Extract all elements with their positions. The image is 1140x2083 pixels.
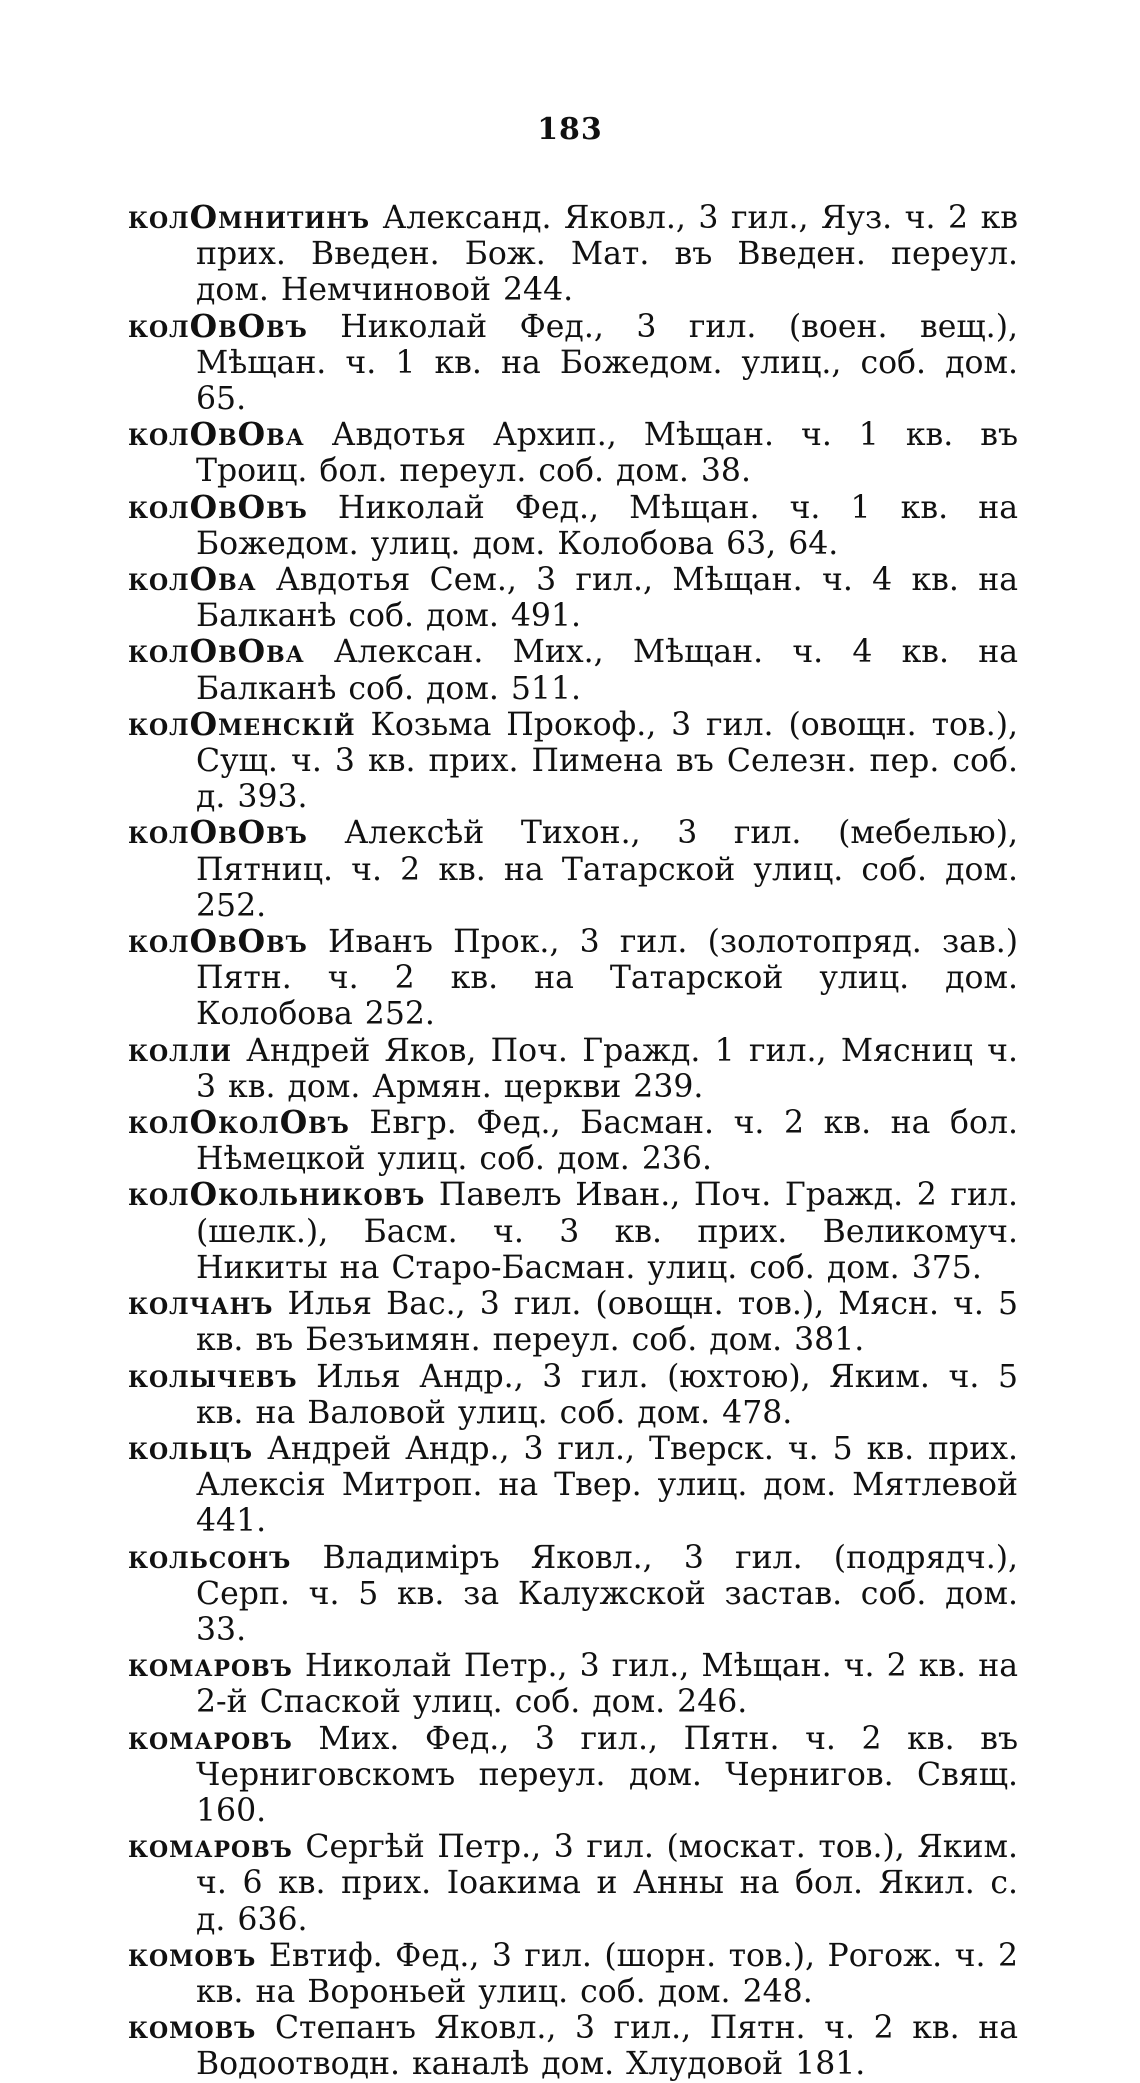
directory-entry: [128, 815, 1018, 924]
directory-entry: [128, 562, 1018, 634]
directory-entry: [128, 1938, 1018, 2010]
entry-details: Иванъ Прок., 3 гил. (золотопряд. зав.) Пятн. ч. 2 кв. на Татарской улиц. дом. Колобова 252.: [196, 924, 1018, 1033]
entry-surname: колычевъ: [128, 1357, 298, 1395]
entry-details: Степанъ Яковл., 3 гил., Пятн. ч. 2 кв. на Водоотводн. каналѣ дом. Хлудовой 181.: [196, 2010, 1019, 2083]
directory-entry: [128, 707, 1018, 816]
directory-entry: [128, 924, 1018, 1033]
entry-details: Владиміръ Яковл., 3 гил. (подрядч.), Серп. ч. 5 кв. за Калужской застав. соб. дом. 33.: [196, 1539, 1019, 1648]
entry-surname: колОва: [128, 561, 257, 599]
entry-surname: колОвОва: [128, 416, 305, 454]
directory-entry: [128, 1648, 1018, 1720]
entry-details: Илья Андр., 3 гил. (юхтою), Яким. ч. 5 кв. на Валовой улиц. соб. дом. 478.: [196, 1358, 1018, 1431]
entry-surname: кольцъ: [128, 1429, 254, 1467]
entry-details: Сергѣй Петр., 3 гил. (москат. тов.), Яким. ч. 6 кв. прих. Іоакима и Анны на бол. Якил. с. д. 636.: [196, 1829, 1018, 1938]
entry-details: Павелъ Иван., Поч. Гражд. 2 гил. (шелк.), Басм. ч. 3 кв. прих. Великомуч. Никиты на Старо-Басман. улиц. соб. дом. 375.: [196, 1177, 1018, 1286]
entry-surname: колОменскій: [128, 705, 356, 743]
directory-entry: [128, 2010, 1018, 2082]
directory-entry: [128, 1105, 1018, 1177]
entry-details: Илья Вас., 3 гил. (овощн. тов.), Мясн. ч. 5 кв. въ Безъимян. переул. соб. дом. 381.: [196, 1286, 1018, 1359]
entry-details: Алексан. Мих., Мѣщан. ч. 4 кв. на Балканѣ соб. дом. 511.: [196, 634, 1018, 707]
entry-surname: колли: [128, 1031, 232, 1069]
directory-entry: [128, 200, 1018, 309]
entry-details: Алексѣй Тихон., 3 гил. (мебелью), Пятниц. ч. 2 кв. на Татарской улиц. соб. дом. 252.: [196, 815, 1019, 924]
directory-entry: [128, 1829, 1018, 1938]
directory-entry: [128, 1286, 1018, 1358]
entry-details: Евгр. Фед., Басман. ч. 2 кв. на бол. Нѣмецкой улиц. соб. дом. 236.: [196, 1105, 1018, 1178]
entry-surname: колОвОвъ: [128, 814, 308, 852]
entry-details: Козьма Прокоф., 3 гил. (овощн. тов.), Сущ. ч. 3 кв. прих. Пимена въ Селезн. пер. соб. д. 393.: [196, 706, 1019, 816]
entry-surname: колОвОвъ: [128, 488, 308, 526]
entry-details: Николай Петр., 3 гил., Мѣщан. ч. 2 кв. на 2-й Спаской улиц. соб. дом. 246.: [196, 1648, 1018, 1721]
directory-entry: [128, 1431, 1018, 1540]
directory-entry: [128, 417, 1018, 489]
entry-details: Мих. Фед., 3 гил., Пятн. ч. 2 кв. въ Черниговскомъ переул. дом. Чернигов. Свящ. 160.: [196, 1720, 1018, 1829]
entry-details: Александ. Яковл., 3 гил., Яуз. ч. 2 кв прих. Введен. Бож. Мат. въ Введен. переул. дом. Немчиновой 244.: [196, 200, 1018, 309]
directory-entry: [128, 490, 1018, 562]
entry-surname: комаровъ: [128, 1647, 293, 1685]
entry-details: Авдотья Сем., 3 гил., Мѣщан. ч. 4 кв. на Балканѣ соб. дом. 491.: [196, 562, 1018, 635]
directory-entry: [128, 1177, 1018, 1286]
entry-surname: комовъ: [128, 1936, 257, 1974]
entry-surname: комаровъ: [128, 1828, 293, 1866]
entry-surname: колОмнитинъ: [128, 199, 370, 236]
directory-entry: [128, 309, 1018, 418]
entry-details: Николай Фед., 3 гил. (воен. вещ.), Мѣщан. ч. 1 кв. на Божедом. улиц., соб. дом. 65.: [196, 308, 1019, 418]
entry-details: Авдотья Архип., Мѣщан. ч. 1 кв. въ Троиц. бол. переул. соб. дом. 38.: [196, 417, 1018, 490]
directory-entry: [128, 1540, 1018, 1649]
entry-surname: комовъ: [128, 2009, 257, 2047]
entry-details: Евтиф. Фед., 3 гил. (шорн. тов.), Рогож. ч. 2 кв. на Вороньей улиц. соб. дом. 248.: [196, 1937, 1018, 2010]
entry-details: Андрей Андр., 3 гил., Тверск. ч. 5 кв. прих. Алексія Митроп. на Твер. улиц. дом. Мятлевой 441.: [196, 1430, 1018, 1540]
entry-details: Андрей Яков, Поч. Гражд. 1 гил., Мясниц ч. 3 кв. дом. Армян. церкви 239.: [196, 1032, 1018, 1105]
directory-entry: [128, 1721, 1018, 1830]
directory-entry: [128, 634, 1018, 706]
entry-surname: колОвОва: [128, 633, 305, 671]
directory-entries: [128, 200, 1018, 2083]
entry-surname: комаровъ: [128, 1719, 293, 1757]
page-number: 183: [537, 112, 603, 147]
entry-surname: колОвОвъ: [128, 923, 308, 961]
entry-surname: кольсонъ: [128, 1538, 292, 1576]
entry-surname: колОвОвъ: [128, 307, 308, 345]
directory-entry: [128, 1033, 1018, 1105]
entry-details: Николай Фед., Мѣщан. ч. 1 кв. на Божедом. улиц. дом. Колобова 63, 64.: [196, 489, 1018, 562]
entry-surname: колОколОвъ: [128, 1104, 350, 1142]
entry-surname: колОкольниковъ: [128, 1176, 426, 1214]
directory-entry: [128, 1359, 1018, 1431]
entry-surname: колчанъ: [128, 1285, 274, 1323]
